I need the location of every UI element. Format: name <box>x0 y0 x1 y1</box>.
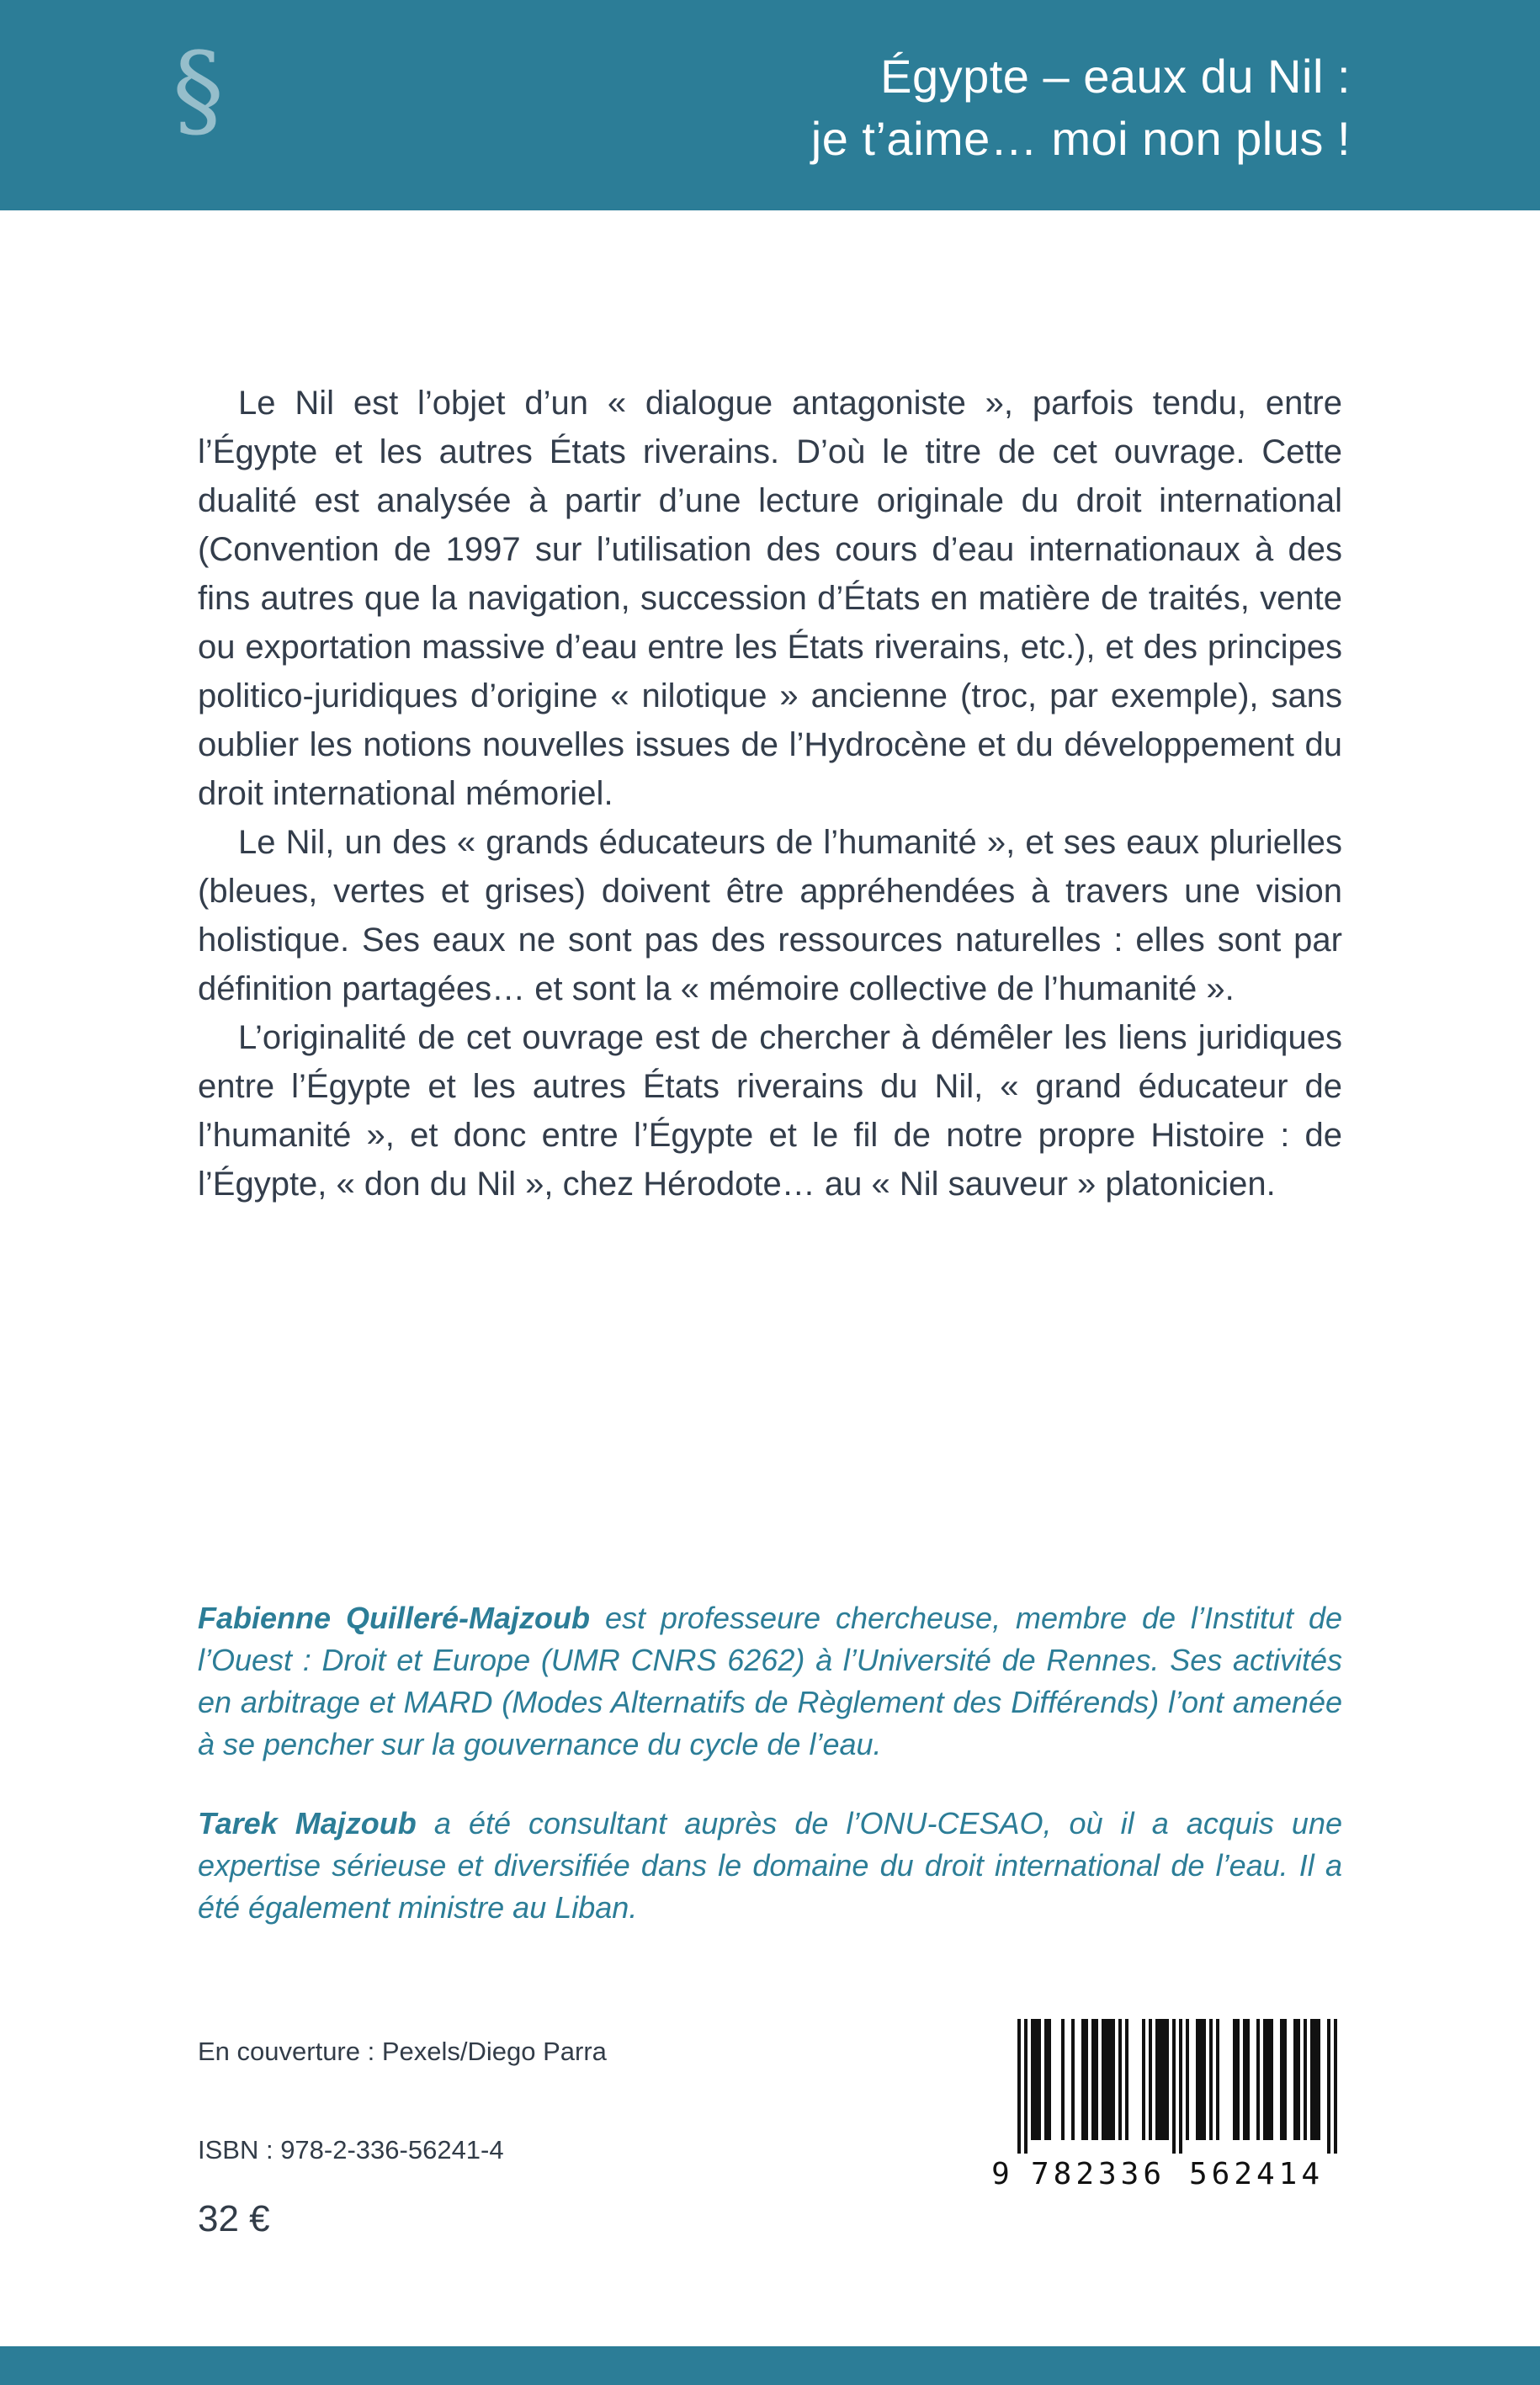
author-name: Tarek Majzoub <box>198 1806 417 1841</box>
barcode <box>989 2016 1342 2194</box>
synopsis <box>198 379 1342 1208</box>
author-bios <box>198 1597 1342 1929</box>
price: 32 € <box>198 2198 270 2239</box>
author-bio <box>198 1803 1342 1929</box>
footer-band <box>0 2346 1540 2385</box>
author-name: Fabienne Quilleré-Majzoub <box>198 1601 590 1635</box>
header-band <box>0 0 1540 210</box>
section-mark-icon: § <box>173 30 224 150</box>
book-title-line2: je t’aime… moi non plus ! <box>810 112 1351 165</box>
synopsis-paragraph: Le Nil, un des « grands éducateurs de l’humanité », et ses eaux plurielles (bleues, vertes et grises) doivent être appréhendées à travers une vision holistique. Ses eaux ne sont pas des ressources naturelles : elles sont par définition partagées… et sont la « mémoire collective de l’humanité ». <box>198 824 1342 1007</box>
barcode-bars <box>1017 2019 1337 2154</box>
synopsis-paragraph: Le Nil est l’objet d’un « dialogue antagoniste », parfois tendu, entre l’Égypte et les autres États riverains. D’où le titre de cet ouvrage. Cette dualité est analysée à partir d’une lecture originale du droit international (Convention de 1997 sur l’utilisation des cours d’eau internationaux à des fins autres que la navigation, succession d’États en matière de traités, vente ou exportation massive d’eau entre les États riverains, etc.), et des principes politico-juridiques d’origine « nilotique » ancienne (troc, par exemple), sans oublier les notions nouvelles issues de l’Hydrocène et du développement du droit international mémoriel. <box>198 385 1342 812</box>
author-bio-text: est professeure chercheuse, membre de l’Institut de l’Ouest : Droit et Europe (UMR CNRS 6262) à l’Université de Rennes. Ses activités en arbitrage et MARD (Modes Alternatifs de Règlement des Différends) l’ont amenée à se pencher sur la gouvernance du cycle de l’eau. <box>198 1601 1342 1761</box>
book-title-line1: Égypte – eaux du Nil : <box>880 50 1351 104</box>
author-bio <box>198 1597 1342 1766</box>
barcode-digits-left: 782336 <box>1030 2157 1166 2191</box>
barcode-digits-right: 562414 <box>1188 2157 1325 2191</box>
synopsis-paragraph: L’originalité de cet ouvrage est de chercher à démêler les liens juridiques entre l’Égypte et les autres États riverains du Nil, « grand éducateur de l’humanité », et donc entre l’Égypte et le fil de notre propre Histoire : de l’Égypte, « don du Nil », chez Hérodote… au « Nil sauveur » platonicien. <box>198 1019 1342 1203</box>
book-title <box>811 40 1351 170</box>
barcode-digit-first: 9 <box>991 2157 1010 2191</box>
isbn: ISBN : 978-2-336-56241-4 <box>198 2135 504 2165</box>
author-bio-text: a été consultant auprès de l’ONU-CESAO, où il a acquis une expertise sérieuse et diversifiée dans le domaine du droit international de l’eau. Il a été également ministre au Liban. <box>198 1806 1342 1925</box>
cover-credit: En couverture : Pexels/Diego Parra <box>198 2037 607 2066</box>
